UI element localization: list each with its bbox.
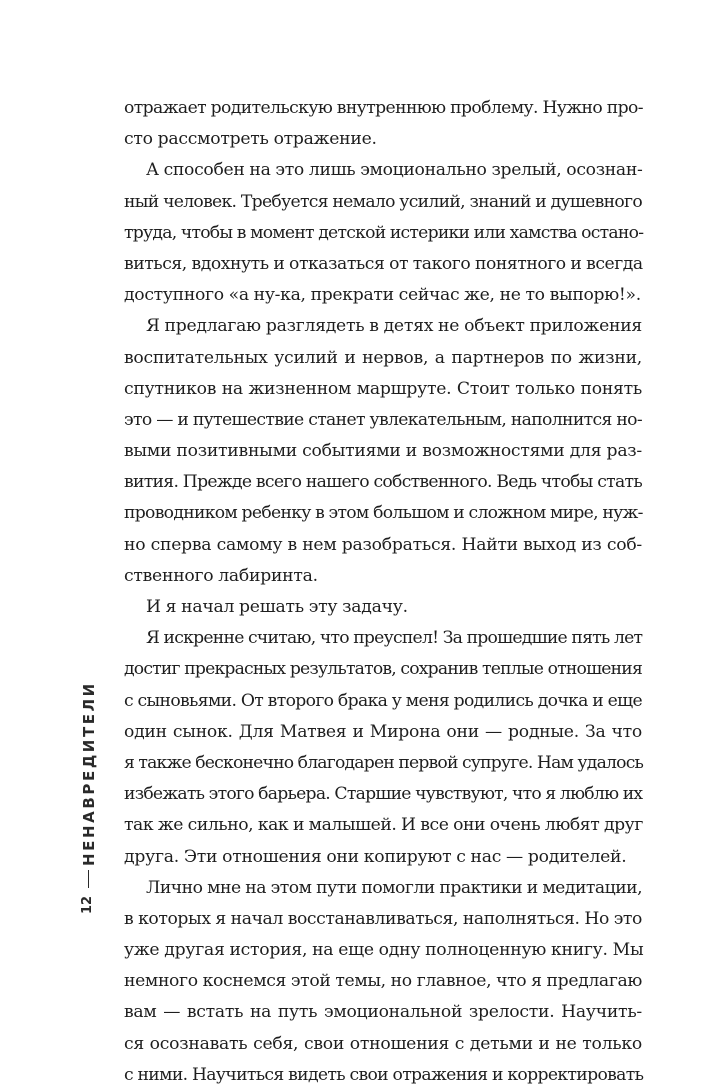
- text-line: уже другая история, на еще одну полноценную книгу. Мы: [124, 940, 644, 961]
- text-line: выми позитивными событиями и возможностями для раз-: [124, 441, 642, 462]
- text-line: с ними. Научиться видеть свои отражения и корректировать: [124, 1064, 644, 1085]
- text-line: вам — встать на путь эмоциональной зрелости. Научить-: [124, 1002, 642, 1023]
- text-line: ный человек. Требуется немало усилий, знаний и душевного: [124, 191, 642, 212]
- text-line: отражает родительскую внутреннюю проблему. Нужно про-: [124, 98, 643, 118]
- text-line: это — и путешествие станет увлекательным, наполнится но-: [124, 409, 642, 430]
- page-number: 12: [80, 895, 95, 914]
- text-line: ся осознавать себя, свои отношения с детьми и не только: [124, 1033, 642, 1054]
- text-line: воспитательных усилий и нервов, а партнеров по жизни,: [124, 347, 642, 368]
- text-line: достиг прекрасных результатов, сохранив теплые отношения: [124, 659, 642, 680]
- text-line: И я начал решать эту задачу.: [146, 597, 408, 617]
- text-line: так же сильно, как и малышей. И все они очень любят друг: [124, 815, 643, 836]
- text-line: избежать этого барьера. Старшие чувствуют, что я люблю их: [124, 784, 643, 805]
- text-line: Лично мне на этом пути помогли практики и медитации,: [146, 877, 643, 898]
- text-line: но сперва самому в нем разобраться. Найти выход из соб-: [124, 534, 642, 555]
- text-line: Я искренне считаю, что преуспел! За прошедшие пять лет: [146, 628, 643, 649]
- text-line: я также бесконечно благодарен первой супруге. Нам удалось: [124, 752, 644, 773]
- text-line: друга. Эти отношения они копируют с нас — родителей.: [124, 846, 627, 867]
- text-line: один сынок. Для Матвея и Мирона они — родные. За что: [124, 721, 642, 742]
- text-line: с сыновьями. От второго брака у меня родились дочка и еще: [124, 690, 642, 711]
- text-line: сто рассмотреть отражение.: [124, 129, 377, 150]
- page-margin-footer: [74, 660, 108, 920]
- text-line: А способен на это лишь эмоционально зрелый, осознан-: [146, 160, 643, 181]
- text-line: труда, чтобы в момент детской истерики или хамства остано-: [124, 222, 644, 243]
- text-line: проводником ребенку в этом большом и сложном мире, нуж-: [124, 503, 643, 524]
- text-line: Я предлагаю разглядеть в детях не объект приложения: [146, 316, 642, 337]
- text-line: ственного лабиринта.: [124, 565, 318, 586]
- text-line: спутников на жизненном маршруте. Стоит только понять: [124, 378, 642, 399]
- text-line: виться, вдохнуть и отказаться от такого понятного и всегда: [124, 253, 643, 274]
- text-line: доступного «а ну-ка, прекрати сейчас же, не то выпорю!».: [124, 285, 641, 306]
- text-line: вития. Прежде всего нашего собственного. Ведь чтобы стать: [124, 472, 642, 493]
- text-line: в которых я начал восстанавливаться, наполняться. Но это: [124, 908, 642, 929]
- body-text: [124, 93, 642, 1091]
- running-book-title: НЕНАВРЕДИТЕЛИ: [80, 681, 98, 866]
- text-line: немного коснемся этой темы, но главное, что я предлагаю: [124, 971, 642, 992]
